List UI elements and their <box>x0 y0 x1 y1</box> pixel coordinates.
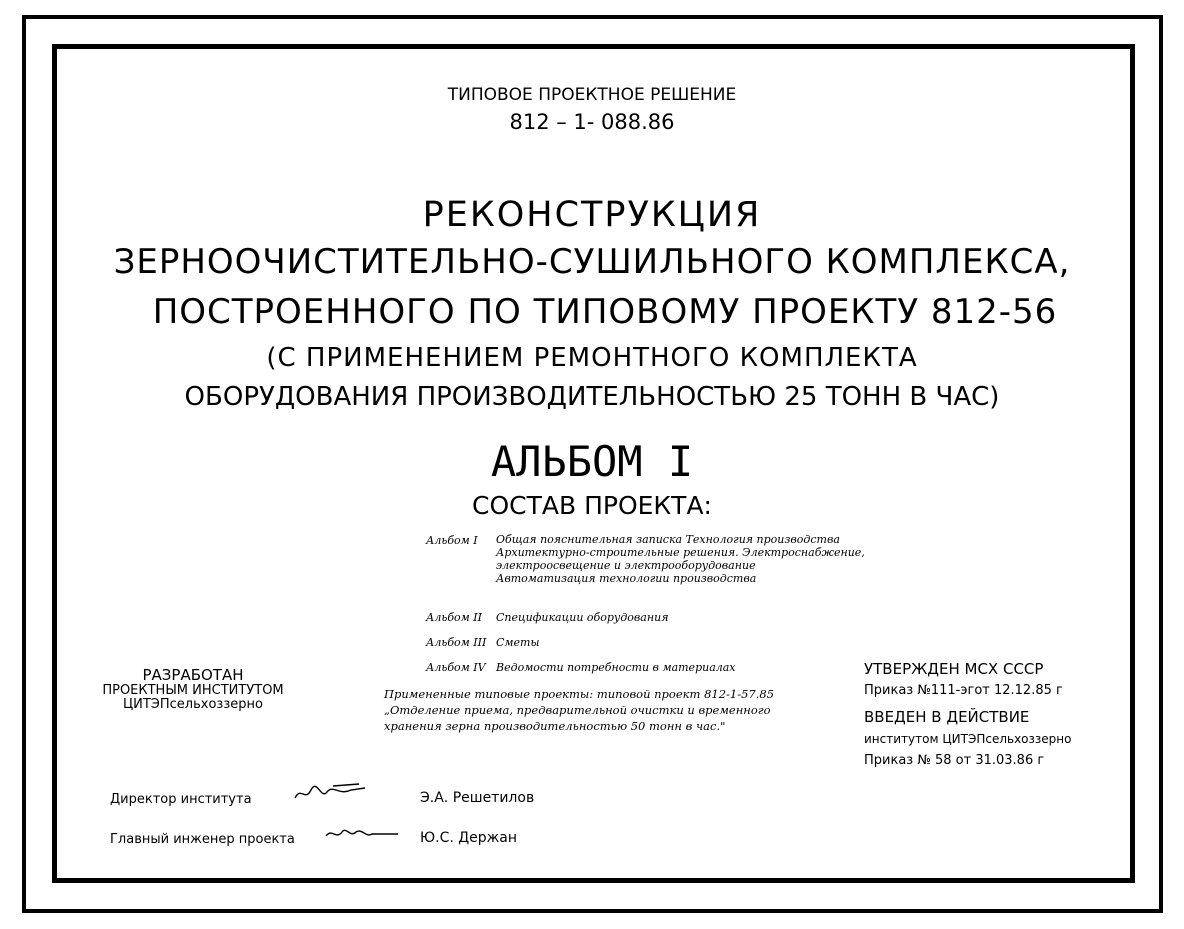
approval-line: институтом ЦИТЭПсельхоззерно <box>864 732 1072 746</box>
approval-line: Приказ №111-эгот 12.12.85 г <box>864 683 1063 698</box>
approval-block <box>864 658 1071 772</box>
developer-line: РАЗРАБОТАН <box>142 666 244 684</box>
applied-projects-line: Примененные типовые проекты: типовой проект 812-1-57.85 <box>384 687 775 701</box>
title-line-4: (С ПРИМЕНЕНИЕМ РЕМОНТНОГО КОМПЛЕКТА <box>266 343 918 373</box>
title-line-3: ПОСТРОЕННОГО ПО ТИПОВОМУ ПРОЕКТУ 812-56 <box>152 292 1058 332</box>
chief-engineer-signature-image <box>322 820 402 846</box>
contents-description <box>496 533 865 585</box>
signature-role: Директор института <box>110 792 252 807</box>
developer-line: ПРОЕКТНЫМ ИНСТИТУТОМ <box>102 683 284 698</box>
header-type: ТИПОВОЕ ПРОЕКТНОЕ РЕШЕНИЕ <box>447 85 737 105</box>
contents-label: Альбом III <box>426 636 487 649</box>
contents-label: Альбом II <box>426 611 482 624</box>
title-line-2: ЗЕРНООЧИСТИТЕЛЬНО-СУШИЛЬНОГО КОМПЛЕКСА, <box>113 242 1071 282</box>
applied-projects-line: хранения зерна производительностью 50 тонн в час." <box>384 719 726 733</box>
contents-line: электроосвещение и электрооборудование <box>496 559 756 572</box>
album-title: АЛЬБОМ I <box>490 437 694 486</box>
contents-label: Альбом IV <box>426 661 486 674</box>
applied-projects-line: „Отделение приема, предварительной очистки и временного <box>384 703 771 717</box>
contents-line: Общая пояснительная записка Технология производства <box>496 533 840 546</box>
signature-role: Главный инженер проекта <box>110 832 295 847</box>
contents-line: Сметы <box>496 636 540 649</box>
contents-line: Спецификации оборудования <box>496 611 669 624</box>
contents-line: Ведомости потребности в материалах <box>496 661 736 674</box>
approval-line: Приказ № 58 от 31.03.86 г <box>864 753 1045 768</box>
approval-line: УТВЕРЖДЕН МСХ СССР <box>864 660 1044 678</box>
contents-heading: СОСТАВ ПРОЕКТА: <box>472 491 712 520</box>
title-line-5: ОБОРУДОВАНИЯ ПРОИЗВОДИТЕЛЬНОСТЬЮ 25 ТОНН В ЧАС) <box>184 382 1000 412</box>
title-line-1: РЕКОНСТРУКЦИЯ <box>422 195 762 235</box>
contents-line: Архитектурно-строительные решения. Электроснабжение, <box>496 546 865 559</box>
approval-line: ВВЕДЕН В ДЕЙСТВИЕ <box>864 708 1030 726</box>
signature-name: Э.А. Решетилов <box>420 790 535 806</box>
applied-projects <box>384 686 774 734</box>
contents-label: Альбом I <box>426 534 478 547</box>
developer-block <box>88 666 298 712</box>
developer-line: ЦИТЭПсельхоззерно <box>123 697 263 712</box>
contents-line: Автоматизация технологии производства <box>496 572 757 585</box>
director-signature-image <box>293 780 373 806</box>
signature-name: Ю.С. Держан <box>420 830 518 846</box>
header-number: 812 – 1- 088.86 <box>509 110 675 134</box>
